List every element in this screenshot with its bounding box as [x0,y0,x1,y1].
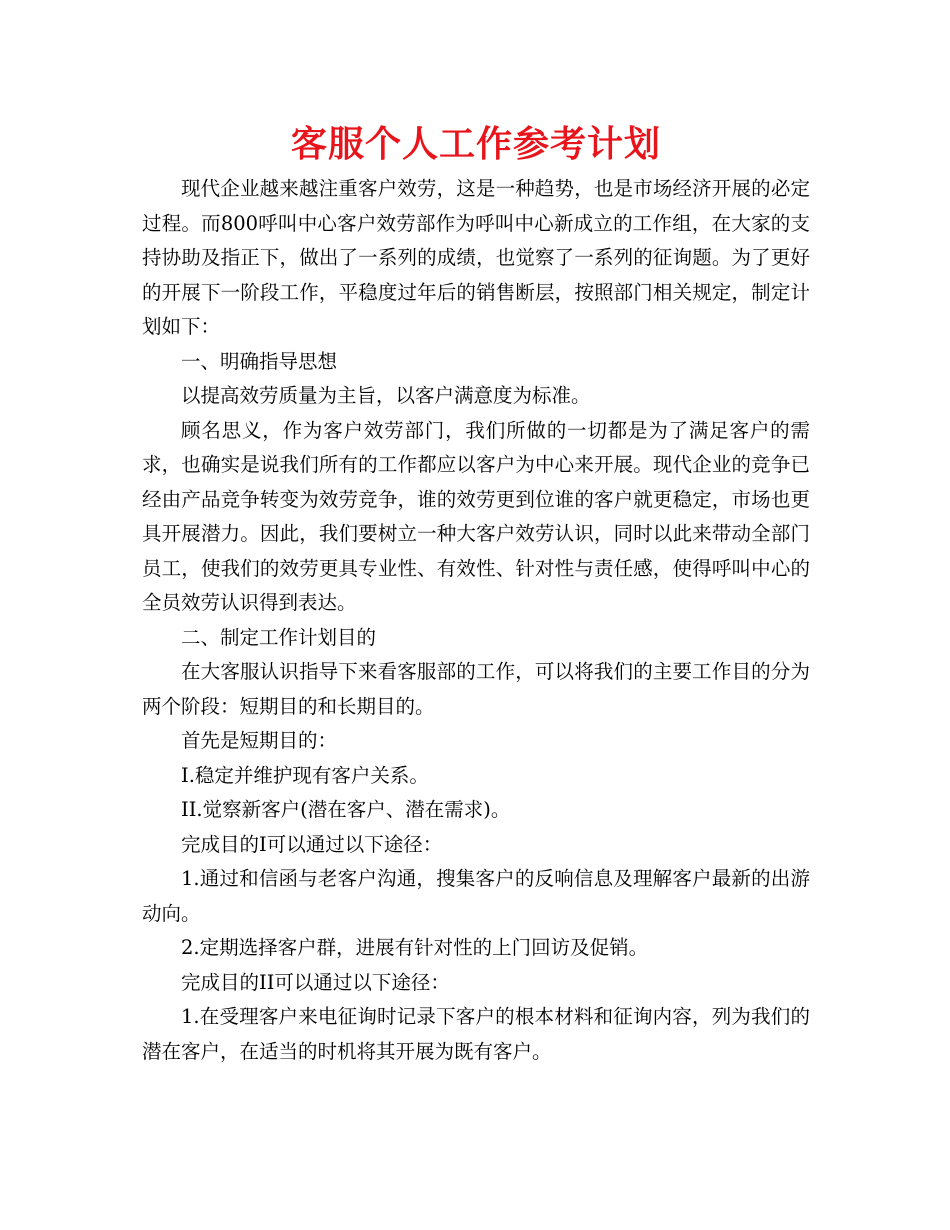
list-item: 1.通过和信函与老客户沟通，搜集客户的反响信息及理解客户最新的出游动向。 [142,867,810,925]
paragraph: 顾名思义，作为客户效劳部门，我们所做的一切都是为了满足客户的需求，也确实是说我们所有的工作都应以客户为中心来开展。现代企业的竞争已经由产品竞争转变为效劳竞争，谁的效劳更到位谁的客户就更稳定，市场也更具开展潜力。因此，我们要树立一种大客户效劳认识，同时以此来带动全部门员工，使我们的效劳更具专业性、有效性、针对性与责任感，使得呼叫中心的全员效劳认识得到表达。 [142,418,810,614]
list-item: 1.在受理客户来电征询时记录下客户的根本材料和征询内容，列为我们的潜在客户，在适当的时机将其开展为既有客户。 [142,1005,810,1063]
section-heading-2: 二、制定工作计划目的 [181,625,377,649]
section-heading-1: 一、明确指导思想 [181,349,338,373]
paragraph: 首先是短期目的： [181,729,338,752]
paragraph-intro: 现代企业越来越注重客户效劳，这是一种趋势，也是市场经济开展的必定过程。而800呼叫中心客户效劳部作为呼叫中心新成立的工作组，在大家的支持协助及指正下，做出了一系列的成绩，也觉察了一系列的征询题。为了更好的开展下一阶段工作，平稳度过年后的销售断层，按照部门相关规定，制定计划如下： [142,177,810,338]
list-item: 2.定期选择客户群，进展有针对性的上门回访及促销。 [181,936,649,959]
document-body [142,172,810,1069]
document-page [142,118,810,1069]
list-item: I.稳定并维护现有客户关系。 [181,763,429,787]
paragraph: 以提高效劳质量为主旨，以客户满意度为标准。 [181,384,591,407]
paragraph: 完成目的I可以通过以下途径： [181,832,443,856]
document-title: 客服个人工作参考计划 [290,124,661,165]
paragraph: 在大客服认识指导下来看客服部的工作，可以将我们的主要工作目的分为两个阶段：短期目的和长期目的。 [142,660,810,718]
paragraph: 完成目的II可以通过以下途径： [181,970,450,994]
list-item: II.觉察新客户(潜在客户、潜在需求)。 [181,798,511,821]
